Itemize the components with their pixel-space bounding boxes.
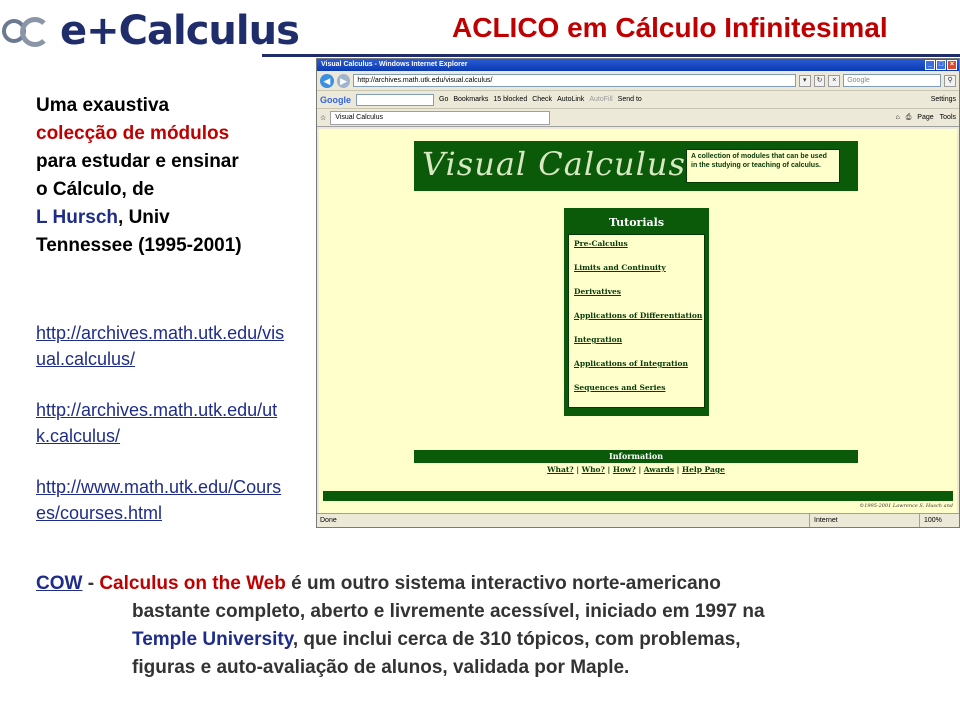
cow-line-1-rest: é um outro sistema interactivo norte-americano: [285, 573, 721, 594]
cow-name: Calculus on the Web: [99, 573, 286, 594]
info-link-who[interactable]: Who?: [581, 465, 605, 474]
tab-visual-calculus[interactable]: Visual Calculus: [330, 111, 550, 125]
home-icon[interactable]: ⌂: [895, 113, 900, 121]
stop-icon[interactable]: ×: [828, 75, 840, 87]
ecalculus-logo: [0, 6, 299, 56]
send-to-button[interactable]: Send to: [617, 96, 642, 103]
tutorial-link[interactable]: Derivatives: [574, 287, 621, 296]
intro-line-4: o Cálculo, de: [36, 179, 155, 200]
info-link-how[interactable]: How?: [612, 465, 636, 474]
link-visual-calculus[interactable]: http://archives.math.utk.edu/visual.calculus/: [36, 323, 285, 369]
favorites-star-icon[interactable]: ☆: [320, 114, 327, 122]
banner-description: A collection of modules that can be used in the studying or teaching of calculus.: [686, 149, 840, 183]
forward-icon[interactable]: ▶: [337, 74, 351, 88]
search-icon[interactable]: ⚲: [944, 75, 956, 87]
url-field[interactable]: http://archives.math.utk.edu/visual.calculus/: [353, 74, 795, 87]
tools-menu[interactable]: Tools: [939, 113, 956, 121]
logo-text: e+Calculus: [60, 8, 299, 54]
copyright-text: ©1995-2001 Lawrence S. Husch and: [859, 503, 953, 509]
minimize-icon[interactable]: _: [925, 60, 935, 70]
back-icon[interactable]: ◀: [320, 74, 334, 88]
status-text: Done: [320, 517, 337, 524]
tutorial-link[interactable]: Sequences and Series: [574, 383, 666, 392]
cow-link[interactable]: COW: [36, 573, 83, 594]
cow-line-3-rest: , que inclui cerca de 310 tópicos, com problemas,: [292, 629, 741, 650]
settings-button[interactable]: Settings: [930, 96, 956, 103]
info-link-awards[interactable]: Awards: [643, 465, 675, 474]
logo-mark-icon: [0, 9, 56, 53]
cow-line-2: bastante completo, aberto e livremente acessível, iniciado em 1997 na: [132, 601, 765, 622]
link-courses[interactable]: http://www.math.utk.edu/Courses/courses.html: [36, 477, 282, 523]
popup-blocked-button[interactable]: 15 blocked: [493, 96, 528, 103]
information-heading: Information: [414, 450, 858, 463]
intro-line-1: Uma exaustiva: [36, 95, 170, 116]
refresh-icon[interactable]: ↻: [814, 75, 826, 87]
tab-bar: [317, 109, 959, 127]
tutorial-link[interactable]: Applications of Integration: [574, 359, 688, 368]
temple-university: Temple University: [132, 629, 293, 650]
info-link-help[interactable]: Help Page: [682, 465, 725, 474]
page-footer-bar: [323, 491, 953, 501]
go-button[interactable]: Go: [439, 96, 449, 103]
intro-line-3: para estudar e ensinar: [36, 151, 239, 172]
dropdown-arrow-icon[interactable]: ▾: [799, 75, 811, 87]
resource-links: [36, 320, 286, 551]
cow-paragraph: [36, 570, 946, 682]
visual-calculus-banner: [414, 141, 858, 191]
autolink-button[interactable]: AutoLink: [557, 96, 585, 103]
page-menu[interactable]: Page: [917, 113, 934, 121]
intro-highlight: colecção de módulos: [36, 123, 230, 144]
tutorial-link[interactable]: Integration: [574, 335, 623, 344]
web-page: [319, 129, 957, 513]
address-bar: [317, 71, 959, 91]
link-utk-calculus[interactable]: http://archives.math.utk.edu/utk.calculus/: [36, 400, 278, 446]
print-icon[interactable]: ⎙: [905, 113, 912, 121]
tutorials-list: [568, 234, 705, 408]
status-bar: [317, 513, 959, 527]
bookmarks-button[interactable]: Bookmarks: [453, 96, 489, 103]
security-zone: Internet: [809, 514, 919, 527]
cow-dash: -: [82, 573, 100, 594]
information-links: What? | Who? | How? | Awards | Help Page: [547, 465, 725, 474]
tutorial-link[interactable]: Applications of Differentiation: [574, 311, 703, 320]
autofill-button[interactable]: AutoFill: [589, 96, 613, 103]
affiliation-2: Tennessee (1995-2001): [36, 235, 242, 256]
google-logo: Google: [320, 94, 351, 105]
close-icon[interactable]: ×: [947, 60, 957, 70]
maximize-icon[interactable]: □: [936, 60, 946, 70]
banner-title: Visual Calculus: [422, 145, 686, 183]
browser-window: [316, 58, 960, 528]
tutorial-link[interactable]: Pre-Calculus: [574, 239, 628, 248]
tutorials-panel: [564, 208, 709, 416]
cow-line-3: [36, 626, 946, 654]
intro-author-line: [36, 204, 306, 232]
google-search-input[interactable]: [356, 94, 434, 106]
tutorials-heading: Tutorials: [608, 216, 665, 229]
info-link-what[interactable]: What?: [547, 465, 574, 474]
author-name: L Hursch: [36, 207, 119, 228]
intro-text: [36, 92, 306, 260]
window-title: Visual Calculus - Windows Internet Explorer: [321, 61, 468, 68]
tutorial-link[interactable]: Limits and Continuity: [574, 263, 666, 272]
slide-title: ACLICO em Cálculo Infinitesimal: [452, 12, 888, 43]
cow-line-1: [36, 570, 946, 598]
window-titlebar: [317, 59, 959, 71]
search-input[interactable]: Google: [843, 74, 941, 87]
cow-line-4: figuras e auto-avaliação de alunos, validada por Maple.: [132, 657, 630, 678]
google-toolbar: [317, 91, 959, 109]
header-divider: [262, 54, 960, 57]
affiliation-1: , Univ: [118, 207, 170, 228]
zoom-level[interactable]: 100%: [919, 514, 959, 527]
check-button[interactable]: Check: [532, 96, 553, 103]
